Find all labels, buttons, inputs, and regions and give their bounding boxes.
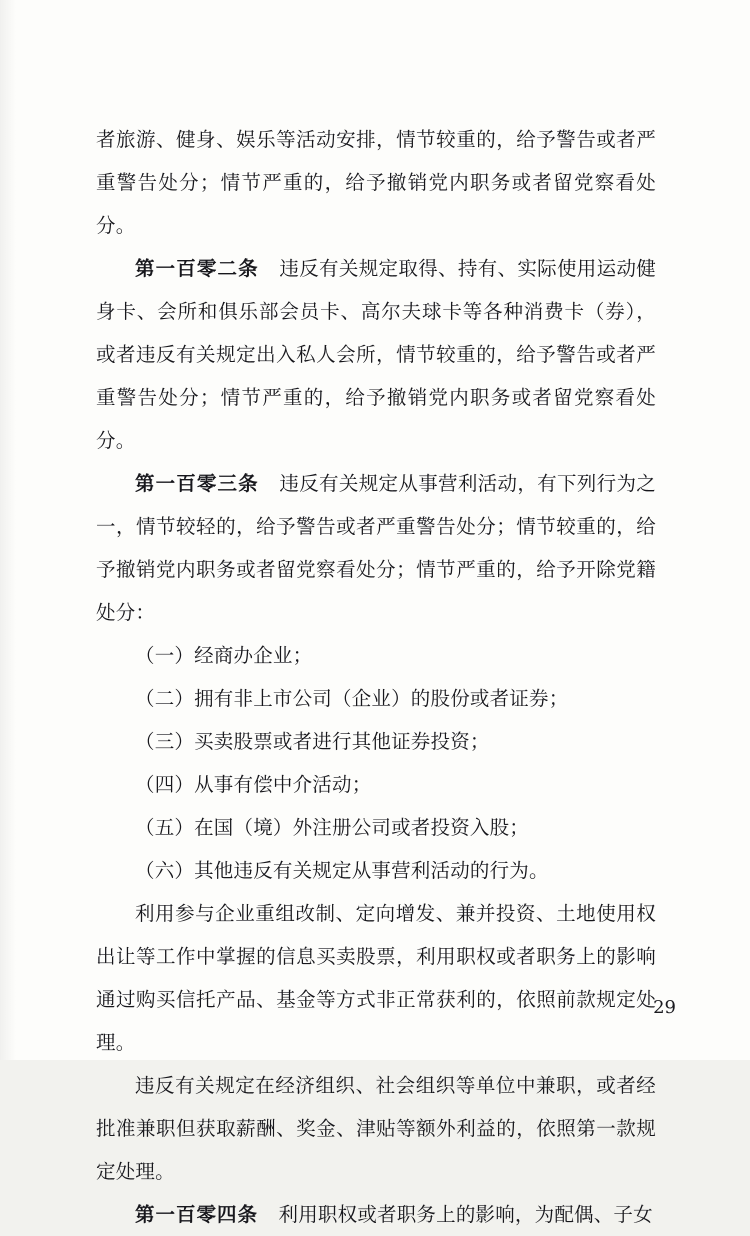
- article-text: 违反有关规定取得、持有、实际使用运动健身卡、会所和俱乐部会员卡、高尔夫球卡等各种消费卡（券），或者违反有关规定出入私人会所，情节较重的，给予警告或者严重警告处分；情节严重的，给予撤销党内职务或者留党察看处分。: [96, 257, 656, 452]
- list-item: [96, 806, 656, 849]
- paragraph-continuation: [96, 118, 656, 247]
- list-item-text: （五）在国（境）外注册公司或者投资入股；: [135, 816, 530, 839]
- article-number: 第一百零三条: [135, 472, 259, 495]
- list-item-text: （二）拥有非上市公司（企业）的股份或者证券；: [135, 687, 569, 710]
- paragraph-concurrent-post: [96, 1064, 656, 1193]
- list-item-text: （四）从事有偿中介活动；: [135, 773, 372, 796]
- list-item: [96, 849, 656, 892]
- list-item: [96, 720, 656, 763]
- page-body: [96, 118, 656, 1236]
- page-number: 29: [653, 997, 676, 1018]
- article-text: 利用职权或者职务上的影响，为配偶、子女: [278, 1203, 653, 1226]
- list-item: [96, 634, 656, 677]
- paragraph-text: 利用参与企业重组改制、定向增发、兼并投资、土地使用权出让等工作中掌握的信息买卖股票，利用职权或者职务上的影响通过购买信托产品、基金等方式非正常获利的，依照前款规定处理。: [96, 902, 656, 1054]
- article-102: [96, 247, 656, 462]
- list-item: [96, 763, 656, 806]
- list-item-text: （六）其他违反有关规定从事营利活动的行为。: [135, 859, 549, 882]
- paragraph-text: 者旅游、健身、娱乐等活动安排，情节较重的，给予警告或者严重警告处分；情节严重的，给予撤销党内职务或者留党察看处分。: [96, 128, 656, 237]
- list-item-text: （三）买卖股票或者进行其他证券投资；: [135, 730, 490, 753]
- list-item: [96, 677, 656, 720]
- article-104: [96, 1193, 656, 1236]
- article-103: [96, 462, 656, 634]
- paragraph-profit-info: [96, 892, 656, 1064]
- list-item-text: （一）经商办企业；: [135, 644, 313, 667]
- article-number: 第一百零二条: [135, 257, 259, 280]
- article-text: 违反有关规定从事营利活动，有下列行为之一，情节较轻的，给予警告或者严重警告处分；情节较重的，给予撤销党内职务或者留党察看处分；情节严重的，给予开除党籍处分：: [96, 472, 656, 624]
- paragraph-text: 违反有关规定在经济组织、社会组织等单位中兼职，或者经批准兼职但获取薪酬、奖金、津贴等额外利益的，依照第一款规定处理。: [96, 1074, 656, 1183]
- article-number: 第一百零四条: [135, 1203, 259, 1226]
